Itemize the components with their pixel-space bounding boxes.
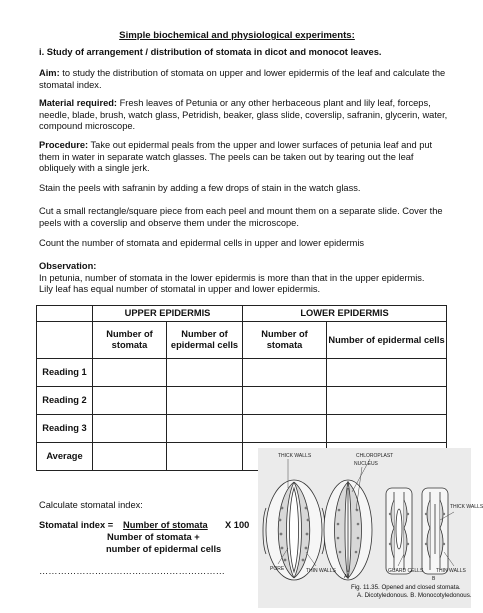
- aim-label: Aim:: [39, 68, 60, 78]
- header-upper-epidermis: UPPER EPIDERMIS: [93, 306, 243, 322]
- table-cell: [327, 387, 447, 415]
- table-cell: [93, 415, 167, 443]
- formula-numerator: Number of stomata: [123, 520, 208, 530]
- table-cell: [243, 415, 327, 443]
- table-cell: [167, 359, 243, 387]
- label-nucleus: NUCLEUS: [354, 461, 378, 467]
- dicot-open-stoma-drawing: [263, 480, 325, 580]
- table-cell: [167, 415, 243, 443]
- label-thin-walls-right: THIN WALLS: [436, 568, 466, 574]
- section-heading: i. Study of arrangement / distribution of stomata in dicot and monocot leaves.: [39, 47, 382, 57]
- dicot-closed-stoma-drawing: [324, 480, 372, 580]
- label-chloroplast: CHLOROPLAST: [356, 453, 394, 459]
- header-lower-epidermis: LOWER EPIDERMIS: [243, 306, 447, 322]
- table-cell: [327, 359, 447, 387]
- table-corner-2: [37, 322, 93, 359]
- figure-caption-2: A. Dicotyledonous. B. Monocotyledonous.: [357, 592, 472, 599]
- table-cell: [167, 387, 243, 415]
- header-upper-stomata: Number of stomata: [93, 322, 167, 359]
- formula-denominator-1: Number of stomata +: [107, 532, 200, 542]
- material-label: Material required:: [39, 98, 118, 108]
- material-paragraph: [39, 98, 449, 133]
- monocot-open-stoma-drawing: [386, 488, 412, 574]
- procedure-label: Procedure:: [39, 140, 89, 150]
- formula-times: X 100: [225, 520, 250, 530]
- material-text: Fresh leaves of Petunia or any other herbaceous plant and lily leaf, forceps, needle, blade, brush, watch glass, Petridish, beaker, glass slide, coverslip, safranin, glycerin, water, compound microscope.: [39, 98, 448, 132]
- label-thin-walls: THIN WALLS: [306, 568, 336, 574]
- table-cell: [93, 359, 167, 387]
- aim-text: to study the distribution of stomata on upper and lower epidermis of the leaf and calculate the stomatal index.: [39, 68, 446, 90]
- row-label-reading-2: Reading 2: [37, 387, 93, 415]
- row-label-average: Average: [37, 443, 93, 471]
- label-thick-walls: THICK WALLS: [278, 453, 312, 459]
- header-lower-stomata: Number of stomata: [243, 322, 327, 359]
- label-pore: PORE: [270, 566, 285, 572]
- observation-line-2: Lily leaf has equal number of stomatal in upper and lower epidermis.: [39, 284, 321, 295]
- label-thick-walls-right: THICK WALLS: [450, 504, 483, 510]
- table-cell: [93, 443, 167, 471]
- observation-paragraph: [39, 261, 449, 296]
- observation-table: [36, 305, 447, 471]
- header-lower-cells: Number of epidermal cells: [327, 322, 447, 359]
- table-cell: [243, 359, 327, 387]
- monocot-closed-stoma-drawing: [422, 488, 448, 574]
- stain-paragraph: Stain the peels with safranin by adding a few drops of stain in the watch glass.: [39, 183, 361, 193]
- count-paragraph: Count the number of stomata and epidermal cells in upper and lower epidermis: [39, 238, 365, 248]
- procedure-paragraph: [39, 140, 449, 175]
- table-cell: [327, 415, 447, 443]
- stomata-figure: [258, 448, 483, 608]
- answer-blank-line: ……………………………………………………: [39, 566, 225, 576]
- table-corner: [37, 306, 93, 322]
- cut-paragraph: Cut a small rectangle/square piece from each peel and mount them on a separate slide. Cover the peels with a coverslip and observe them under the microscope.: [39, 206, 443, 228]
- header-upper-cells: Number of epidermal cells: [167, 322, 243, 359]
- page-title: Simple biochemical and physiological experiments:: [119, 30, 355, 41]
- table-row: [37, 359, 447, 387]
- table-cell: [243, 387, 327, 415]
- observation-label: Observation:: [39, 261, 97, 271]
- procedure-text: Take out epidermal peals from the upper and lower surfaces of petunia leaf and put them in water in separate watch glasses. The peels can be taken out by tearing out the leaf obliquely with a single jerk.: [39, 140, 433, 174]
- row-label-reading-3: Reading 3: [37, 415, 93, 443]
- label-guard-cells: GUARD CELLS: [388, 568, 424, 574]
- table-row: [37, 387, 447, 415]
- figure-caption-1: Fig. 11.35. Opened and closed stomata.: [351, 584, 461, 591]
- label-b: B: [432, 576, 436, 582]
- label-a: A: [344, 574, 348, 580]
- formula-lhs: Stomatal index =: [39, 520, 114, 530]
- table-row: [37, 415, 447, 443]
- row-label-reading-1: Reading 1: [37, 359, 93, 387]
- aim-paragraph: [39, 68, 449, 91]
- calc-label: Calculate stomatal index:: [39, 500, 143, 510]
- table-cell: [93, 387, 167, 415]
- table-cell: [167, 443, 243, 471]
- observation-line-1: In petunia, number of stomata in the lower epidermis is more than that in the upper epidermis.: [39, 272, 425, 283]
- formula-denominator-2: number of epidermal cells: [106, 544, 222, 554]
